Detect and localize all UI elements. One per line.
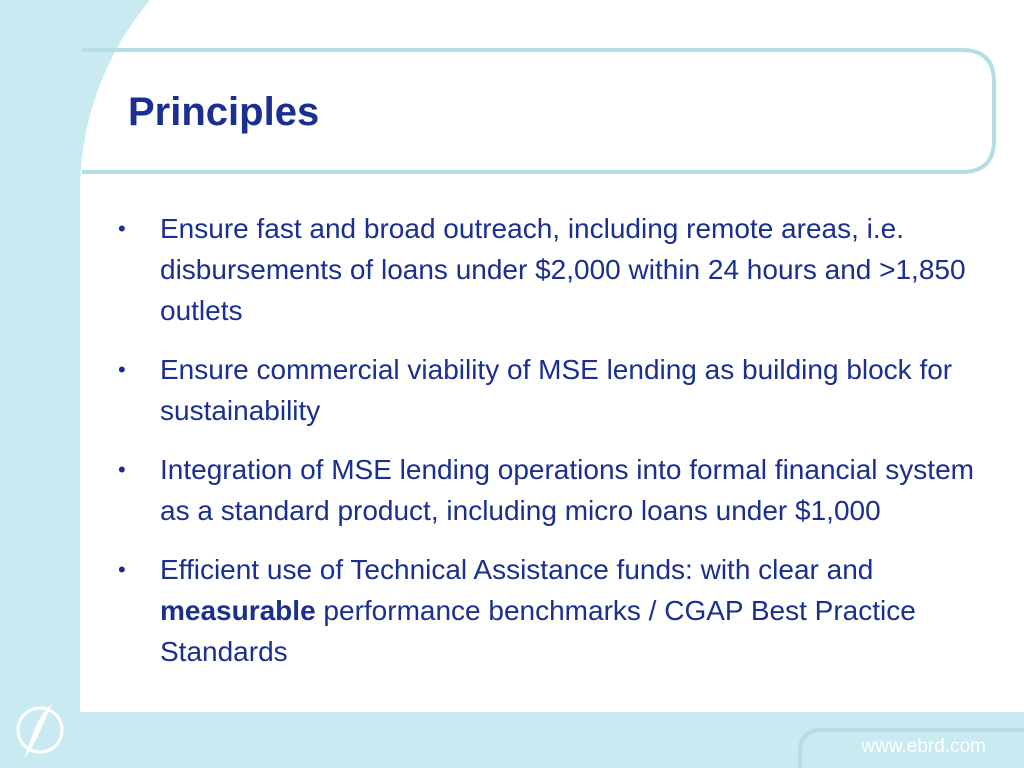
bullet-text: Integration of MSE lending operations into formal financial system as a standard product, including micro loans under $1,000: [160, 454, 974, 526]
bullet-text: Ensure fast and broad outreach, including remote areas, i.e. disbursements of loans under $2,000 within 24 hours and >1,850 outlets: [160, 213, 966, 326]
bullet-dot-icon: •: [118, 216, 126, 241]
bullet-text-part: performance benchmarks / CGAP Best Practice Standards: [160, 595, 916, 667]
bullet-text: Ensure commercial viability of MSE lending as building block for sustainability: [160, 354, 953, 426]
bullet-dot-icon: •: [118, 457, 126, 482]
footer-url-link[interactable]: www.ebrd.com: [861, 736, 986, 757]
bullet-item: [118, 349, 988, 431]
bullet-dot-icon: •: [118, 357, 126, 382]
bullet-text-part: Efficient use of Technical Assistance funds: with clear and: [160, 554, 874, 585]
bullet-emphasis: measurable: [160, 595, 316, 626]
bullet-item: [118, 549, 988, 672]
bullet-dot-icon: •: [118, 557, 126, 582]
bullet-item: [118, 208, 988, 331]
bullet-item: [118, 449, 988, 531]
bullet-list: [118, 208, 988, 690]
slide-title: Principles: [128, 90, 320, 134]
